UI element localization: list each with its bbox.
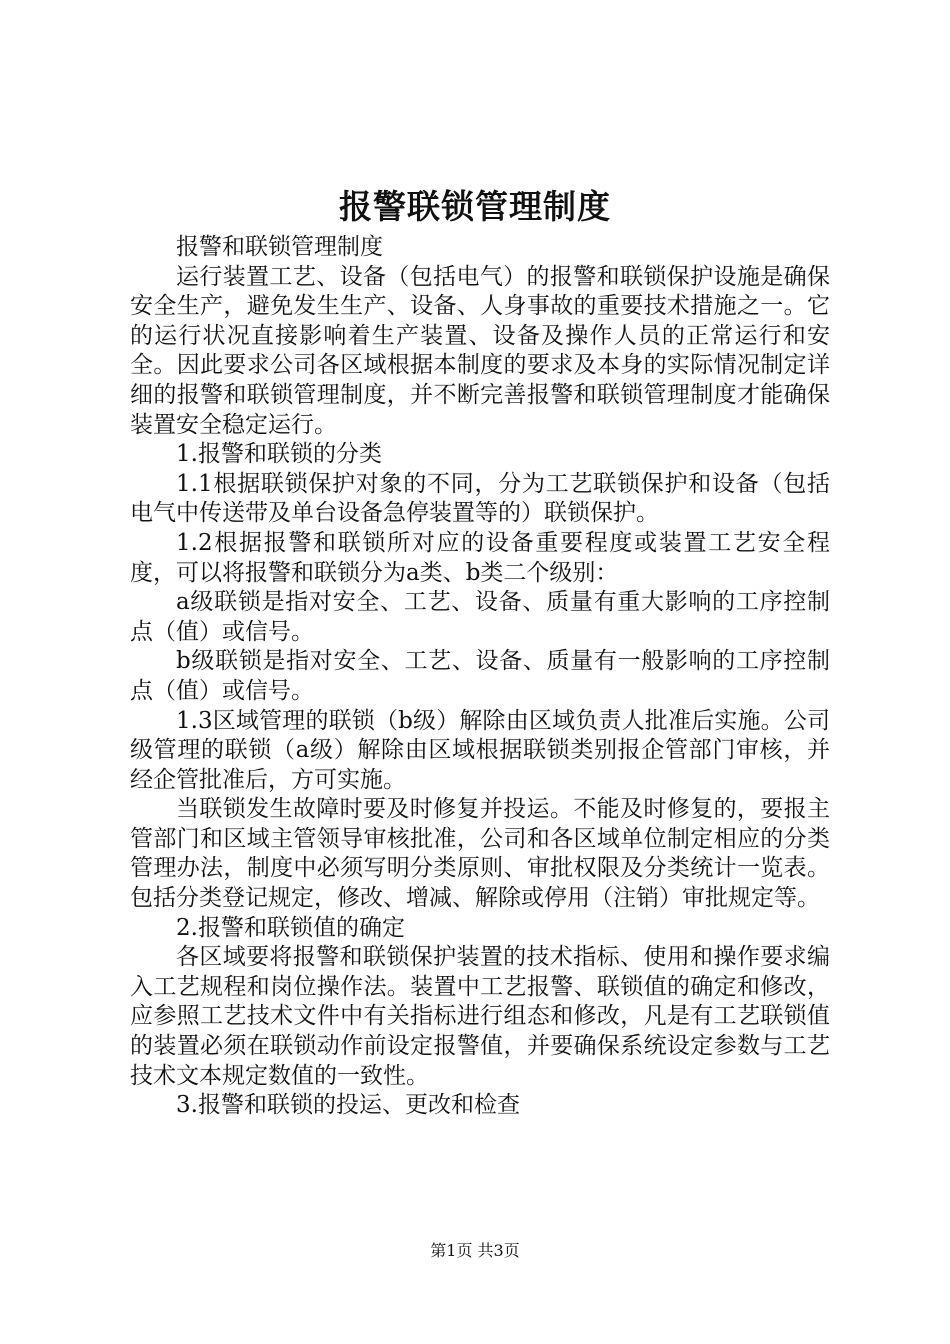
- paragraph-values: 各区域要将报警和联锁保护装置的技术指标、使用和操作要求编入工艺规程和岗位操作法。装置中工艺报警、联锁值的确定和修改，应参照工艺技术文件中有关指标进行组态和修改，凡是有工艺联锁值的装置必须在联锁动作前设定报警值，并要确保系统设定参数与工艺技术文本规定数值的一致性。: [130, 944, 830, 1089]
- paragraph-a-level: a级联锁是指对安全、工艺、设备、质量有重大影响的工序控制点（值）或信号。: [130, 589, 830, 645]
- document-title: 报警联锁管理制度: [339, 187, 611, 226]
- section-heading-operation: 3.报警和联锁的投运、更改和检查: [176, 1092, 520, 1119]
- section-heading-classification: 1.报警和联锁的分类: [176, 441, 382, 468]
- paragraph-intro: 运行装置工艺、设备（包括电气）的报警和联锁保护设施是确保安全生产，避免发生生产、设备、人身事故的重要技术措施之一。它的运行状况直接影响着生产装置、设备及操作人员的正常运行和安全。因此要求公司各区域根据本制度的要求及本身的实际情况制定详细的报警和联锁管理制度，并不断完善报警和联锁管理制度才能确保装置安全稳定运行。: [130, 263, 830, 438]
- paragraph-fault-handling: 当联锁发生故障时要及时修复并投运。不能及时修复的，要报主管部门和区域主管领导审核批准，公司和各区域单位制定相应的分类管理办法，制度中必须写明分类原则、审批权限及分类统计一览表。包括分类登记规定，修改、增减、解除或停用（注销）审批规定等。: [130, 796, 830, 912]
- paragraph-subtitle: 报警和联锁管理制度: [176, 234, 383, 260]
- paragraph-b-level: b级联锁是指对安全、工艺、设备、质量有一般影响的工序控制点（值）或信号。: [130, 648, 830, 704]
- paragraph-1-2: 1.2根据报警和联锁所对应的设备重要程度或装置工艺安全程度，可以将报警和联锁分为a类、b类二个级别：: [130, 529, 830, 586]
- paragraph-1-1: 1.1根据联锁保护对象的不同，分为工艺联锁保护和设备（包括电气中传送带及单台设备急停装置等的）联锁保护。: [130, 470, 830, 527]
- paragraph-1-3: 1.3区域管理的联锁（b级）解除由区域负责人批准后实施。公司级管理的联锁（a级）解除由区域根据联锁类别报企管部门审核，并经企管批准后，方可实施。: [130, 707, 830, 793]
- page-number: 第1页 共3页: [430, 1241, 520, 1260]
- section-heading-values: 2.报警和联锁值的确定: [176, 914, 405, 941]
- document-body: [130, 233, 830, 1121]
